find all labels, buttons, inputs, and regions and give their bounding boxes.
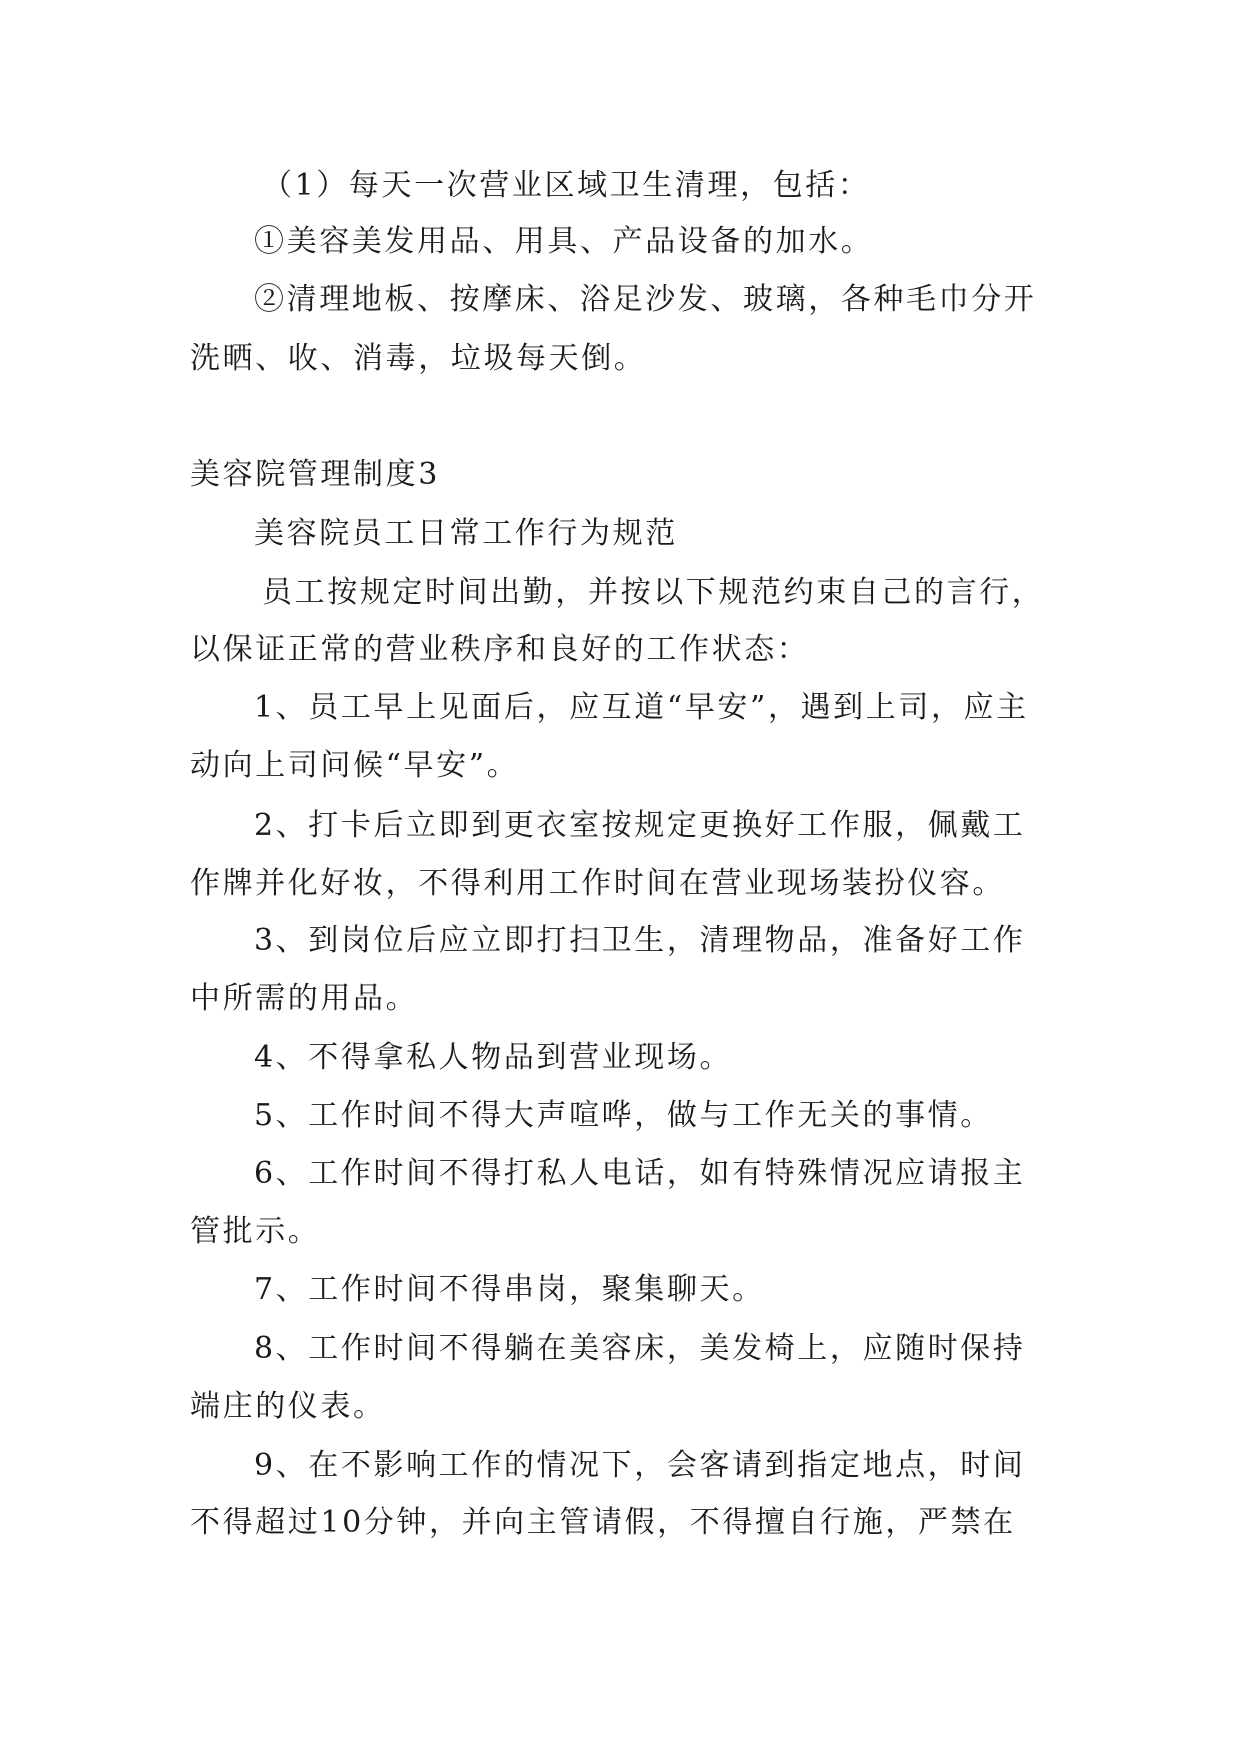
text-line: 中所需的用品。 [190,981,419,1016]
text-line: 端庄的仪表。 [190,1389,386,1424]
text-line: 3、到岗位后应立即打扫卫生，清理物品，准备好工作 [254,923,1026,958]
section-subtitle: 美容院员工日常工作行为规范 [254,516,678,551]
text-line: 以保证正常的营业秩序和良好的工作状态： [190,632,810,667]
text-line: 8、工作时间不得躺在美容床，美发椅上，应随时保持 [254,1331,1026,1366]
text-line: 7、工作时间不得串岗，聚集聊天。 [254,1272,765,1307]
text-line: 不得超过10分钟，并向主管请假，不得擅自行施，严禁在 [190,1505,1016,1540]
text-line: 2、打卡后立即到更衣室按规定更换好工作服，佩戴工 [254,808,1026,843]
text-line: 6、工作时间不得打私人电话，如有特殊情况应请报主 [254,1156,1026,1191]
text-line: 洗晒、收、消毒，垃圾每天倒。 [190,341,647,376]
text-line: 员工按规定时间出勤，并按以下规范约束自己的言行， [262,575,1045,610]
text-line: ①美容美发用品、用具、产品设备的加水。 [254,224,874,259]
text-line: 管批示。 [190,1214,321,1249]
text-line: 动向上司问候“早安”。 [190,748,520,783]
section-title: 美容院管理制度3 [190,457,440,492]
text-line: 作牌并化好妆，不得利用工作时间在营业现场装扮仪容。 [190,866,1005,901]
text-line: 4、不得拿私人物品到营业现场。 [254,1040,733,1075]
text-line: （1）每天一次营业区域卫生清理，包括： [262,168,871,203]
text-line: ②清理地板、按摩床、浴足沙发、玻璃，各种毛巾分开 [254,282,1037,317]
text-line: 5、工作时间不得大声喧哗，做与工作无关的事情。 [254,1098,993,1133]
text-line: 1、员工早上见面后，应互道“早安”，遇到上司，应主 [254,690,1029,725]
text-line: 9、在不影响工作的情况下，会客请到指定地点，时间 [254,1448,1026,1483]
